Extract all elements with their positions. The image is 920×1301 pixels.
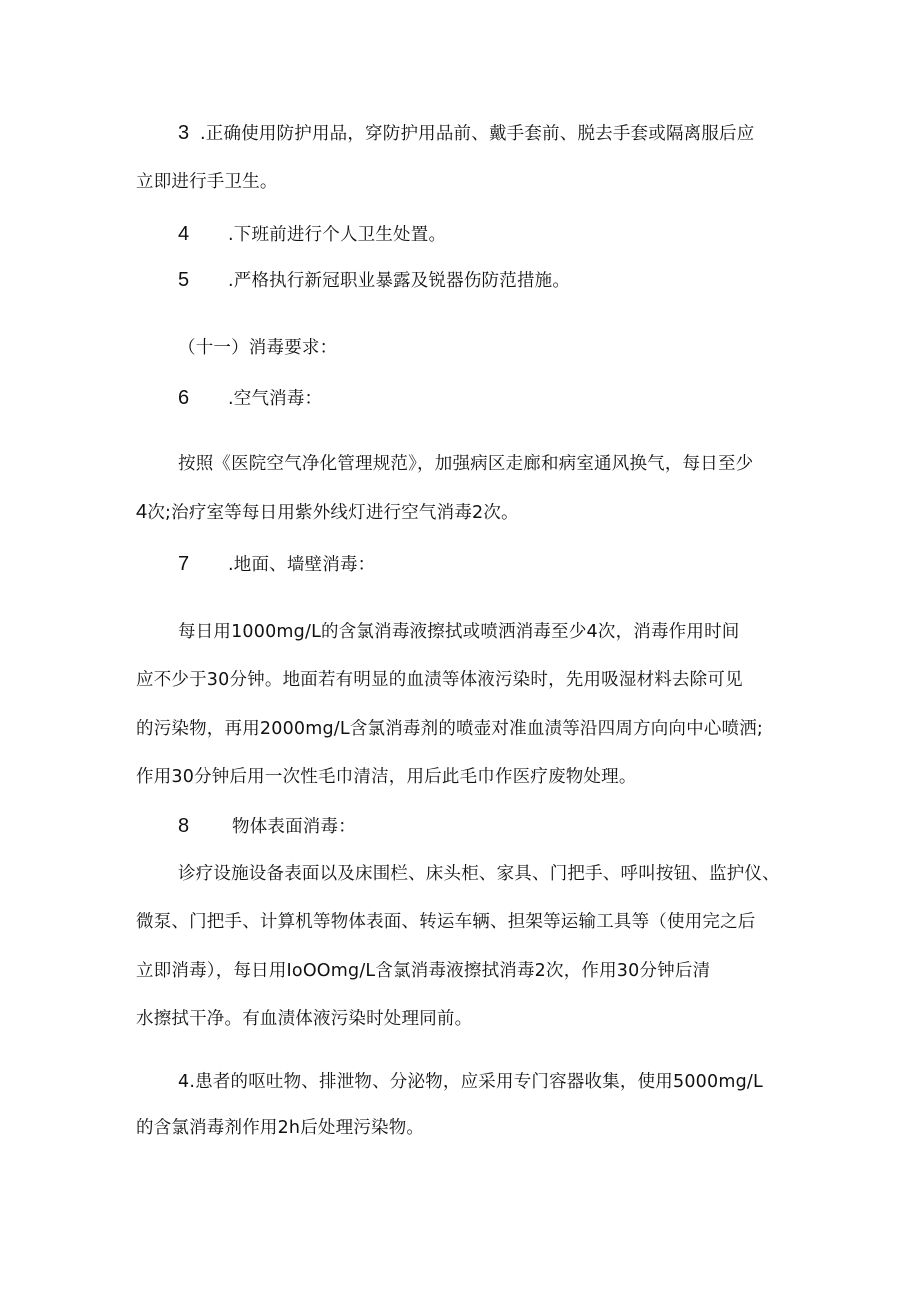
waste-para-line-2: 的含氯消毒剂作用2h后处理污染物。 [136,1118,425,1138]
item-6-para-line-2 [136,500,519,525]
item-5-number: 5 [178,269,190,291]
section-heading: （十一）消毒要求： [178,338,338,358]
item-6-title-text: .空气消毒： [228,389,323,409]
item-8-title-text: 物体表面消毒： [232,817,356,837]
item-3-line-2: 立即进行手卫生。 [136,172,278,192]
item-4-number: 4 [178,223,190,245]
item-8-para-line-2: 微泵、门把手、计算机等物体表面、转运车辆、担架等运输工具等（使用完之后 [136,912,756,932]
item-3-text: .正确使用防护用品，穿防护用品前、戴手套前、脱去手套或隔离服后应 [200,124,755,144]
item-3-line-1 [178,121,754,146]
item-7-title-text: .地面、墙壁消毒： [228,555,376,575]
item-5-text: .严格执行新冠职业暴露及锐器伤防范措施。 [228,271,571,291]
item-6-para-text: 次;治疗室等每日用紫外线灯进行空气消毒2次。 [147,503,519,523]
item-6-title [178,386,322,411]
item-8-title [178,814,356,839]
item-8-number: 8 [178,815,190,837]
item-5 [178,268,570,293]
item-7-para-line-2: 应不少于30分钟。地面若有明显的血渍等体液污染时，先用吸湿材料去除可见 [136,670,743,690]
item-7-para-line-4: 作用30分钟后用一次性毛巾清洁，用后此毛巾作医疗废物处理。 [136,767,637,787]
item-6-para-number: 4 [136,501,148,523]
item-3-number: 3 [178,122,190,144]
item-7-number: 7 [178,553,190,575]
item-6-para-line-1: 按照《医院空气净化管理规范》，加强病区走廊和病室通风换气，每日至少 [178,454,754,474]
item-8-para-line-4: 水擦拭干净。有血渍体液污染时处理同前。 [136,1009,473,1029]
item-8-para-line-3: 立即消毒），每日用IoOOmg/L含氯消毒液擦拭消毒2次，作用30分钟后清 [136,961,711,981]
item-7-title [178,552,375,577]
item-7-para-line-3: 的污染物，再用2000mg/L含氯消毒剂的喷壶对准血渍等沿四周方向向中心喷洒; [136,719,764,739]
waste-para-line-1: 4.患者的呕吐物、排泄物、分泌物，应采用专门容器收集，使用5000mg/L [178,1072,763,1092]
item-4 [178,222,446,247]
item-6-number: 6 [178,387,190,409]
item-8-para-line-1: 诊疗设施设备表面以及床围栏、床头柜、家具、门把手、呼叫按钮、监护仪、 [178,864,780,884]
item-7-para-line-1: 每日用1000mg/L的含氯消毒液擦拭或喷洒消毒至少4次，消毒作用时间 [178,622,740,642]
item-4-text: .下班前进行个人卫生处置。 [228,225,447,245]
